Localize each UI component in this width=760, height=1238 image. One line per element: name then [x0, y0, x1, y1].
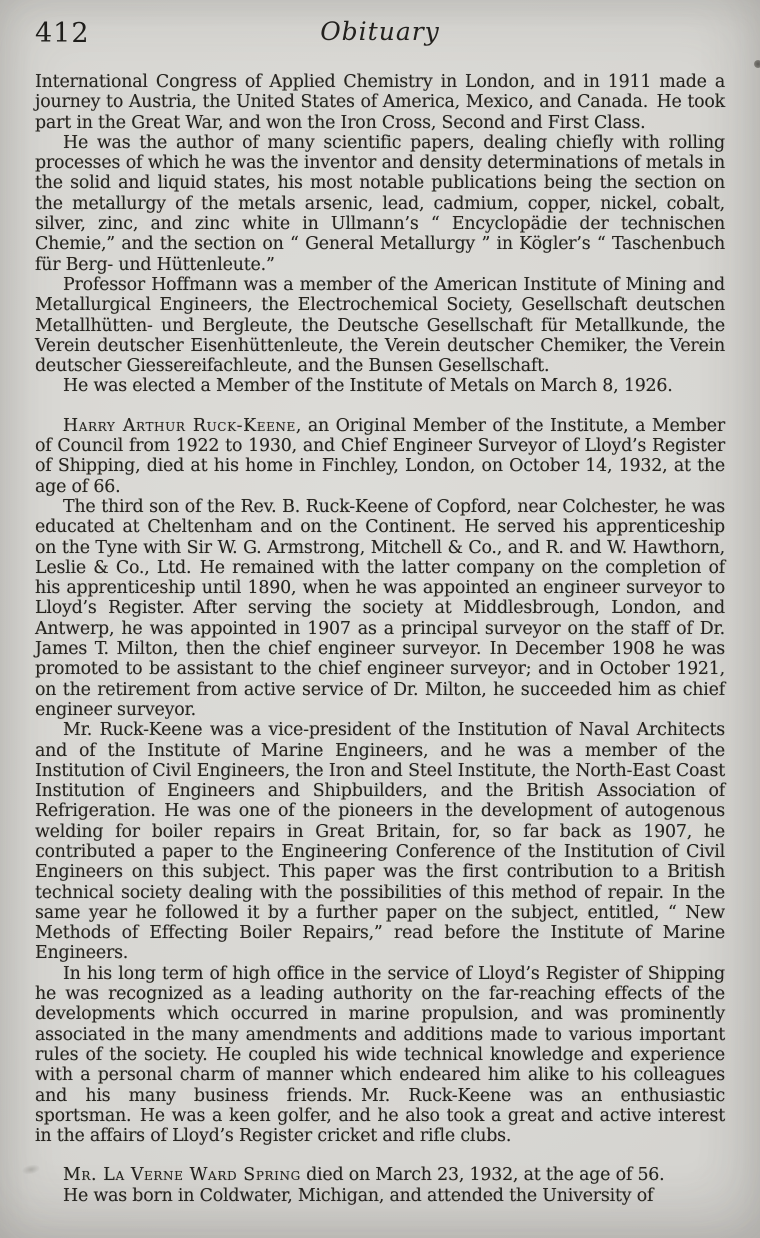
paragraph: Professor Hoffmann was a member of the American Institute of Mining and Metallurgical Engineers, the Electrochemical Society, Gesellschaft deutschen Metallhütten- und Bergleute, the Deutsche Gesellschaft für Metallkunde, the Verein deutscher Eisenhüttenleute, the Verein deutscher Chemiker, the Verein deutscher Giessereifachleute, and the Bunsen Gesellschaft. [35, 274, 725, 377]
paragraph: The third son of the Rev. B. Ruck-Keene of Copford, near Colchester, he was educated at Cheltenham and on the Continent. He served his apprenticeship on the Tyne with Sir W. G. Armstrong, Mitchell & Co., and R. and W. Hawthorn, Leslie & Co., Ltd. He remained with the latter company on the completion of his apprenticeship until 1890, when he was appointed an engineer surveyor to Lloyd’s Register. After serving the society at Middlesbrough, London, and Antwerp, he was appointed in 1907 as a principal surveyor on the staff of Dr. James T. Milton, then the chief engineer surveyor. In December 1908 he was promoted to be assistant to the chief engineer surveyor; and in October 1921, on the retirement from active service of Dr. Milton, he succeeded him as chief engineer surveyor. [35, 496, 725, 720]
page-number: 412 [35, 18, 90, 49]
page-header [35, 17, 725, 53]
paragraph: Harry Arthur Ruck-Keene, an Original Member of the Institute, a Member of Council from 1922 to 1930, and Chief Engineer Surveyor of Lloyd’s Register of Shipping, died at his home in Finchley, London, on October 14, 1932, at the age of 66. [35, 415, 726, 497]
paragraph: He was born in Coldwater, Michigan, and attended the University of [63, 1185, 654, 1206]
page-title: Obituary [320, 17, 440, 46]
person-name: Harry Arthur Ruck-Keene [63, 415, 296, 436]
paragraph: International Congress of Applied Chemistry in London, and in 1911 made a journey to Austria, the United States of America, Mexico, and Canada. He took part in the Great War, and won the Iron Cross, Second and First Class. [35, 72, 725, 133]
paragraph: Mr. Ruck-Keene was a vice-president of the Institution of Naval Architects and of the Institute of Marine Engineers, and he was a member of the Institution of Civil Engineers, the Iron and Steel Institute, the North-East Coast Institution of Engineers and Shipbuilders, and the British Association of Refrigeration. He was one of the pioneers in the development of autogenous welding for boiler repairs in Great Britain, for, so far back as 1907, he contributed a paper to the Engineering Conference of the Institution of Civil Engineers on this subject. This paper was the first contribution to a British technical society dealing with the possibilities of this method of repair. In the same year he followed it by a further paper on the subject, entitled, “ New Methods of Effecting Boiler Repairs,” read before the Institute of Marine Engineers. [35, 720, 725, 964]
paragraph: In his long term of high office in the service of Lloyd’s Register of Shipping he was recognized as a leading authority on the far-reaching effects of the developments which occurred in marine propulsion, and was prominently associated in the many amendments and additions made to various important rules of the society. He coupled his wide technical knowledge and experience with a personal charm of manner which endeared him alike to his colleagues and his many business friends. Mr. Ruck-Keene was an enthusiastic sportsman. He was a keen golfer, and he also took a great and active interest in the affairs of Lloyd’s Register cricket and rifle clubs. [35, 963, 725, 1147]
person-name: Mr. La Verne Ward Spring [63, 1165, 301, 1186]
obituary-text [35, 72, 725, 1206]
paragraph: He was the author of many scientific papers, dealing chiefly with rolling processes of which he was the inventor and density determinations of metals in the solid and liquid states, his most notable publications being the section on the metallurgy of the metals arsenic, lead, cadmium, copper, nickel, cobalt, silver, zinc, and zinc white in Ullmann’s “ Encyclopädie der technischen Chemie,” and the section on “ General Metallurgy ” in Kögler’s “ Taschenbuch für Berg- und Hüttenleute.” [35, 132, 725, 275]
paragraph: Mr. La Verne Ward Spring died on March 23, 1932, at the age of 56. [63, 1165, 665, 1186]
scan-speck [754, 60, 760, 68]
paragraph: He was elected a Member of the Institute of Metals on March 8, 1926. [63, 376, 673, 397]
